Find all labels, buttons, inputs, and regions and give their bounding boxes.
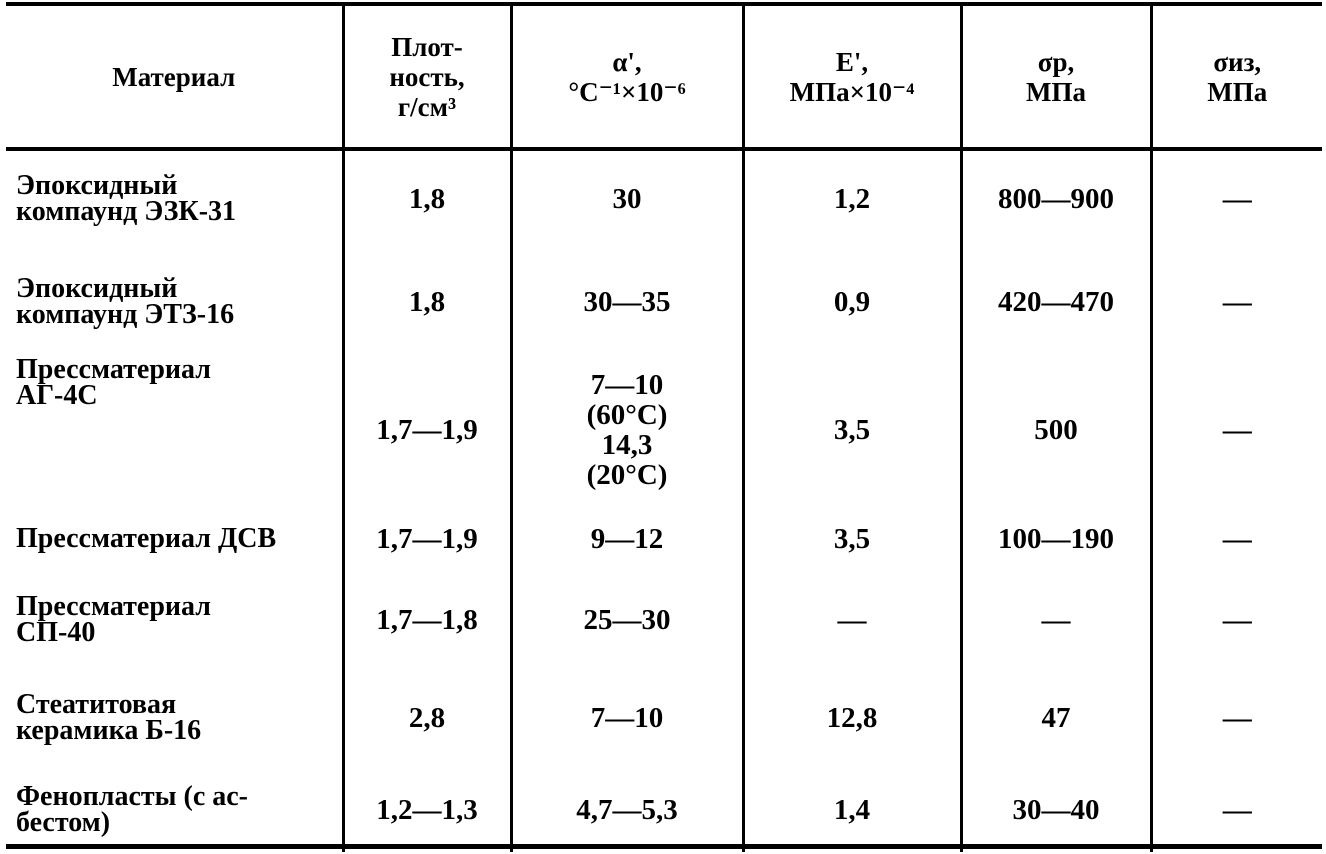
cell-material: Эпоксидный компаунд ЭЗК-31	[16, 169, 237, 227]
cell-alpha: 7—10	[511, 669, 743, 767]
cell-alpha: 30—35	[511, 250, 743, 353]
header-material: Материал	[112, 61, 236, 92]
cell-alpha: 30	[511, 147, 743, 250]
table-row	[6, 669, 1322, 767]
cell-sigma-p: 500	[961, 353, 1151, 507]
cell-material: Стеатитовая керамика Б-16	[16, 689, 202, 746]
cell-material: Прессматериал СП-40	[16, 591, 211, 648]
header-sigma-iz: σиз, МПа	[1151, 6, 1322, 147]
cell-sigma-p: 30—40	[961, 767, 1151, 852]
materials-table	[6, 6, 1322, 852]
cell-density: 1,2—1,3	[343, 767, 511, 852]
table-row	[6, 507, 1322, 571]
cell-modulus: 3,5	[743, 353, 961, 507]
cell-density: 2,8	[343, 669, 511, 767]
table-row	[6, 147, 1322, 250]
cell-modulus: 0,9	[743, 250, 961, 353]
cell-sigma-p: 800—900	[961, 147, 1151, 250]
header-modulus: E', МПа×10⁻⁴	[743, 6, 961, 147]
cell-sigma-p: 47	[961, 669, 1151, 767]
table-row	[6, 571, 1322, 669]
cell-alpha: 25—30	[511, 571, 743, 669]
cell-material: Прессматериал АГ-4С	[16, 354, 211, 411]
cell-density: 1,7—1,9	[343, 353, 511, 507]
cell-sigma-iz: —	[1151, 507, 1322, 571]
cell-sigma-iz: —	[1151, 767, 1322, 852]
cell-sigma-p: 100—190	[961, 507, 1151, 571]
cell-material: Эпоксидный компаунд ЭТЗ-16	[16, 272, 235, 330]
cell-sigma-iz: —	[1151, 147, 1322, 250]
cell-sigma-iz: —	[1151, 669, 1322, 767]
header-density: Плот- ность, г/см³	[343, 6, 511, 147]
cell-modulus: 12,8	[743, 669, 961, 767]
cell-alpha: 4,7—5,3	[511, 767, 743, 852]
cell-sigma-iz: —	[1151, 353, 1322, 507]
table-row	[6, 250, 1322, 353]
cell-density: 1,8	[343, 250, 511, 353]
cell-alpha: 9—12	[511, 507, 743, 571]
table-row	[6, 353, 1322, 507]
cell-density: 1,7—1,8	[343, 571, 511, 669]
cell-sigma-p: —	[961, 571, 1151, 669]
cell-density: 1,8	[343, 147, 511, 250]
cell-density: 1,7—1,9	[343, 507, 511, 571]
table-row	[6, 767, 1322, 852]
header-sigma-p: σр, МПа	[961, 6, 1151, 147]
cell-modulus: —	[743, 571, 961, 669]
cell-alpha: 7—10 (60°С) 14,3 (20°С)	[511, 353, 743, 507]
cell-material: Прессматериал ДСВ	[16, 523, 277, 554]
cell-material: Фенопласты (с ас- бестом)	[16, 780, 248, 838]
header-alpha: α', °С⁻¹×10⁻⁶	[511, 6, 743, 147]
cell-sigma-iz: —	[1151, 571, 1322, 669]
table-header-row	[6, 6, 1322, 147]
cell-modulus: 1,2	[743, 147, 961, 250]
cell-sigma-iz: —	[1151, 250, 1322, 353]
cell-sigma-p: 420—470	[961, 250, 1151, 353]
cell-modulus: 1,4	[743, 767, 961, 852]
cell-modulus: 3,5	[743, 507, 961, 571]
